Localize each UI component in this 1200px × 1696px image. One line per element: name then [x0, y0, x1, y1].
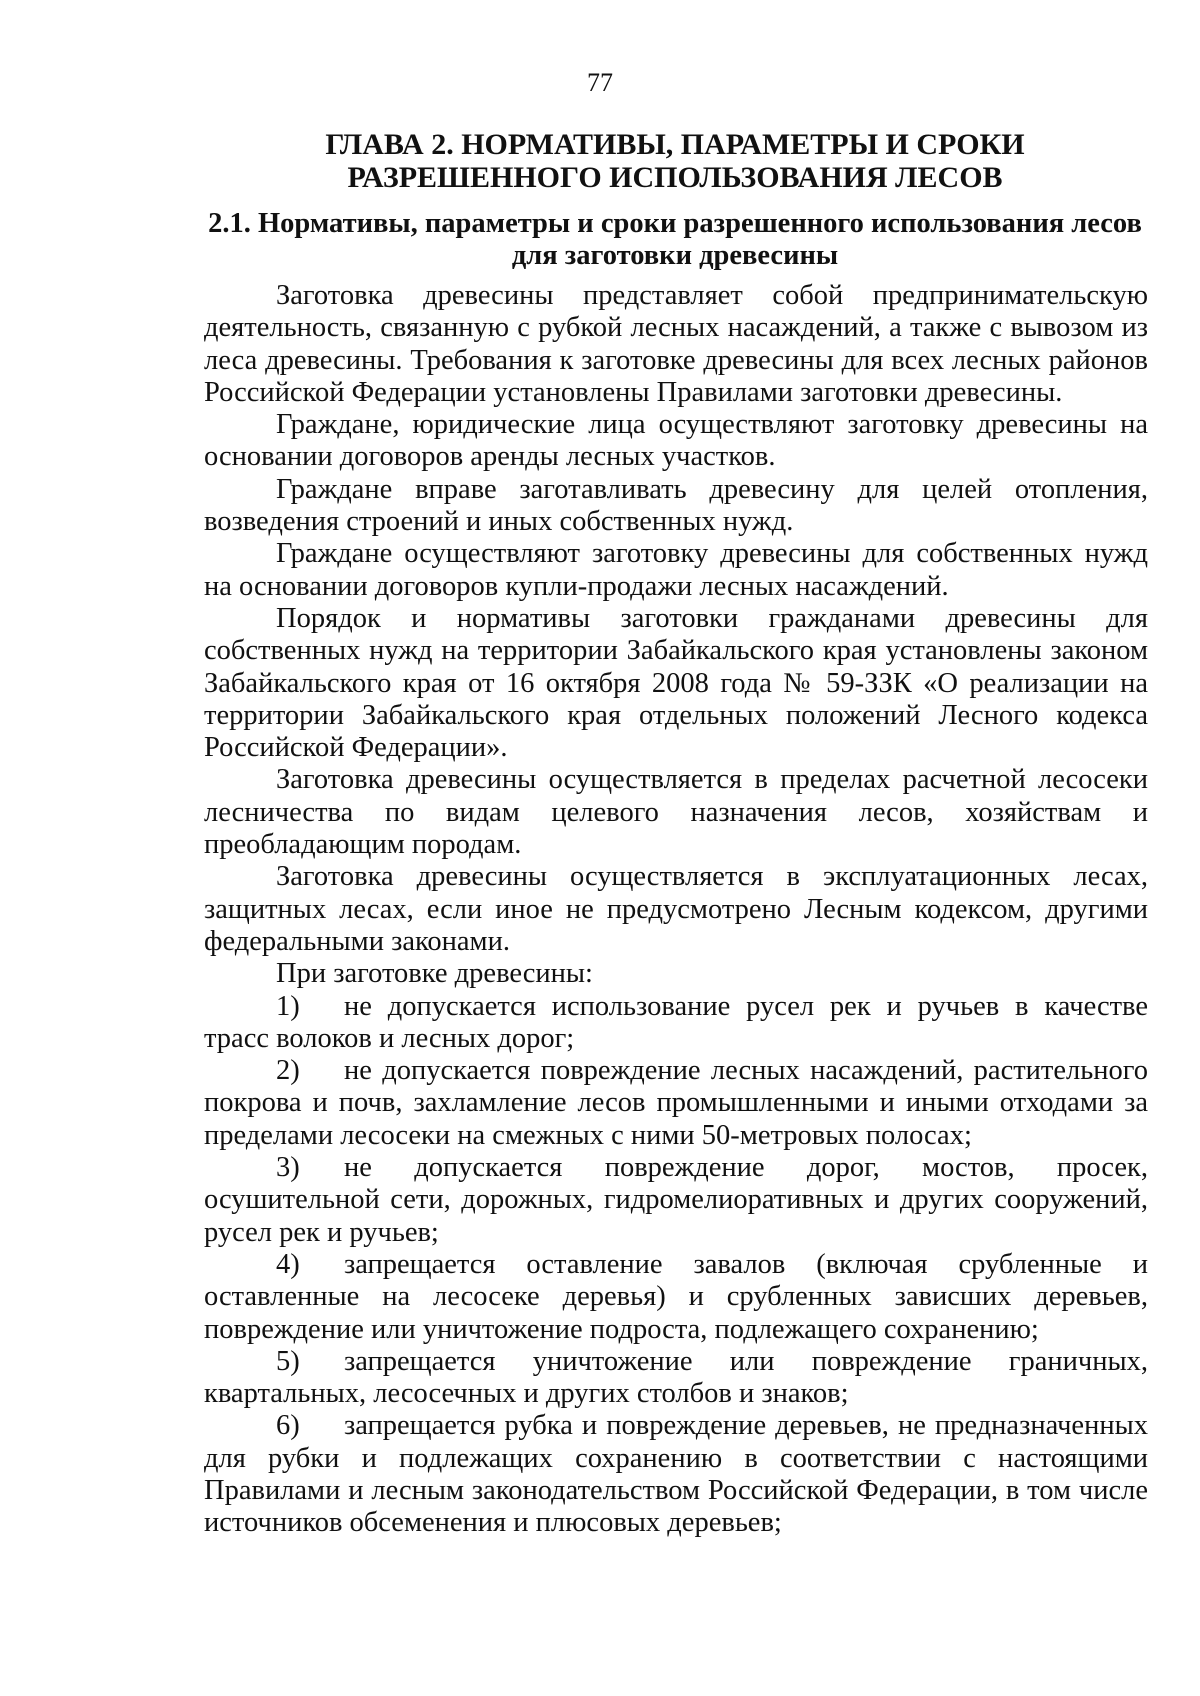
list-item-text: не допускается использование русел рек и ручьев в качестве трасс волоков и лесных дорог; — [204, 990, 1148, 1054]
list-item — [204, 1055, 1148, 1152]
list-item — [204, 991, 1148, 1056]
paragraph: Граждане, юридические лица осуществляют заготовку древесины на основании договоров аренды лесных участков. — [204, 409, 1148, 473]
chapter-title: ГЛАВА 2. НОРМАТИВЫ, ПАРАМЕТРЫ И СРОКИ РАЗРЕШЕННОГО ИСПОЛЬЗОВАНИЯ ЛЕСОВ — [325, 128, 1025, 194]
list-item-number: 2) — [276, 1055, 300, 1087]
page-number: 77 — [587, 68, 613, 97]
list-item — [204, 1152, 1148, 1249]
section-title: 2.1. Нормативы, параметры и сроки разрешенного использования лесов для заготовки древесины — [208, 208, 1142, 271]
list-item — [204, 1346, 1148, 1411]
paragraph: Порядок и нормативы заготовки гражданами древесины для собственных нужд на территории Забайкальского края установлены законом Забайкальского края от 16 октября 2008 года № 59-ЗЗК «О реализации на территории Забайкальского края отдельных положений Лесного кодекса Российской Федерации». — [204, 602, 1148, 764]
list-item — [204, 1410, 1148, 1539]
paragraph: Граждане вправе заготавливать древесину для целей отопления, возведения строений и иных собственных нужд. — [204, 473, 1148, 538]
list-item-number: 3) — [276, 1152, 300, 1184]
list-item-number: 6) — [276, 1410, 300, 1442]
list-item-text: не допускается повреждение лесных насаждений, растительного покрова и почв, захламление лесов промышленными и иными отходами за пределами лесосеки на смежных с ними 50-метровых полосах; — [204, 1055, 1148, 1151]
list-item-text: запрещается оставление завалов (включая срубленные и оставленные на лесосеке деревья) и срубленных зависших деревьев, повреждение или уничтожение подроста, подлежащего сохранению; — [204, 1248, 1148, 1345]
paragraph: При заготовке древесины: — [276, 958, 593, 990]
list-item-number: 4) — [276, 1248, 300, 1280]
list-item — [204, 1249, 1148, 1346]
paragraph: Заготовка древесины осуществляется в эксплуатационных лесах, защитных лесах, если иное не предусмотрено Лесным кодексом, другими федеральными законами. — [204, 861, 1148, 957]
paragraph: Граждане осуществляют заготовку древесины для собственных нужд на основании договоров купли-продажи лесных насаждений. — [204, 538, 1148, 602]
list-item-text: запрещается рубка и повреждение деревьев, не предназначенных для рубки и подлежащих сохранению в соответствии с настоящими Правилами и лесным законодательством Российской Федерации, в том числе источников обсеменения и плюсовых деревьев; — [204, 1410, 1148, 1539]
list-item-number: 1) — [276, 990, 300, 1022]
paragraph: Заготовка древесины осуществляется в пределах расчетной лесосеки лесничества по видам целевого назначения лесов, хозяйствам и преобладающим породам. — [204, 764, 1148, 861]
list-item-number: 5) — [276, 1345, 300, 1377]
paragraph: Заготовка древесины представляет собой предпринимательскую деятельность, связанную с рубкой лесных насаждений, а также с вывозом из леса древесины. Требования к заготовке древесины для всех лесных районов Российской Федерации установлены Правилами заготовки древесины. — [204, 280, 1148, 408]
list-item-text: не допускается повреждение дорог, мостов, просек, осушительной сети, дорожных, гидромелиоративных и других сооружений, русел рек и ручьев; — [204, 1152, 1148, 1248]
list-item-text: запрещается уничтожение или повреждение граничных, квартальных, лесосечных и других столбов и знаков; — [204, 1345, 1148, 1410]
body-text — [204, 280, 1148, 1540]
